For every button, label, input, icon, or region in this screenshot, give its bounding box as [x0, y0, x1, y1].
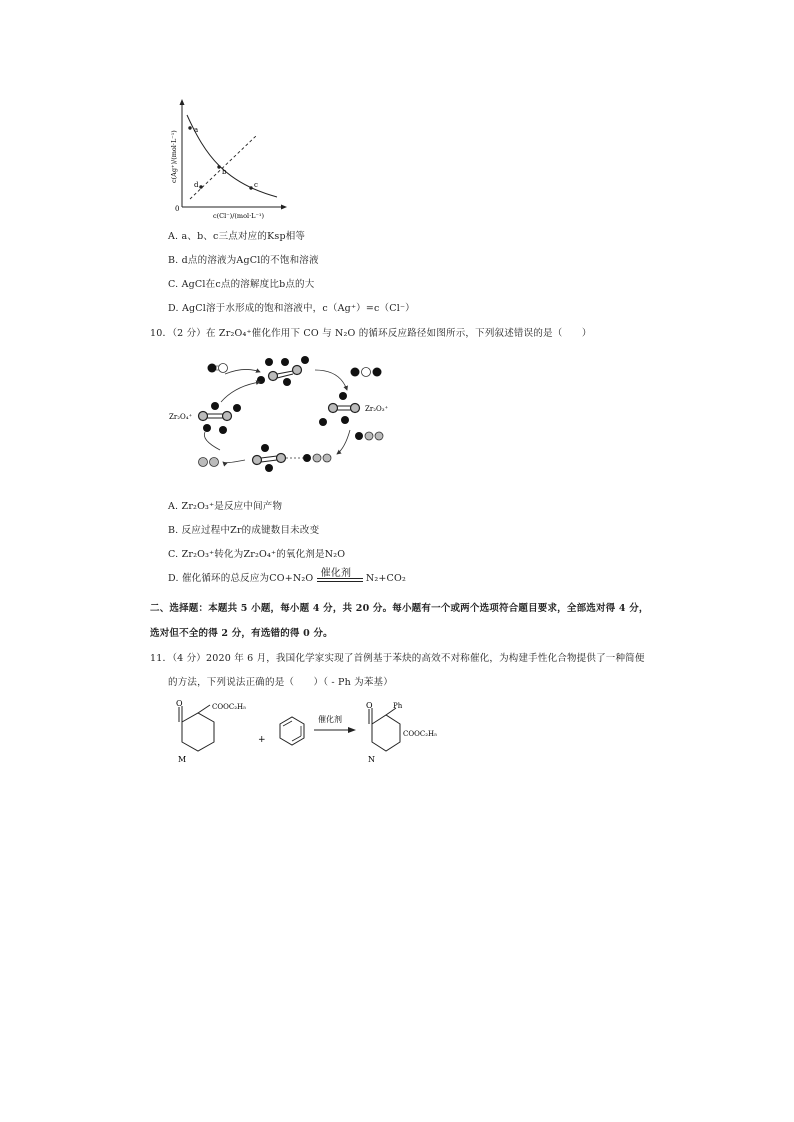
reaction-arrow: 催化剂 — [317, 574, 363, 584]
n-label: N — [368, 755, 375, 764]
catalyst-label: 催化剂 — [318, 715, 342, 724]
n-phenyl-group: Ph — [393, 702, 403, 710]
q10-option-a[interactable]: A. Zr₂O₃⁺是反应中间产物 — [168, 501, 283, 512]
m-ester-group: COOC₂H₅ — [212, 703, 246, 711]
section-2-heading-cont: 选对但不全的得 2 分，有选错的得 0 分。 — [150, 628, 333, 639]
y-axis-label: c(Ag⁺)/(mol·L⁻¹) — [170, 130, 178, 183]
origin-label: 0 — [175, 205, 180, 213]
m-ketone-oxygen: O — [176, 700, 183, 708]
section-2-heading: 二、选择题：本题共 5 小题，每小题 4 分，共 20 分。每小题有一个或两个选项符合题目要求，全部选对得 4 分， — [150, 603, 649, 614]
point-d-label: d — [194, 181, 199, 189]
q10-option-c[interactable]: C. Zr₂O₃⁺转化为Zr₂O₄⁺的氧化剂是N₂O — [168, 549, 346, 560]
point-c-label: c — [254, 181, 258, 189]
q11-stem-cont: 的方法，下列说法正确的是（ ）（ - Ph 为苯基） — [168, 677, 393, 688]
m-label: M — [178, 755, 187, 764]
q10-stem: 10．（2 分）在 Zr₂O₄⁺催化作用下 CO 与 N₂O 的循环反应路径如图所示，下列叙述错误的是（ ） — [150, 328, 592, 339]
point-a-label: a — [194, 126, 199, 134]
n-ester-group: COOC₂H₅ — [403, 730, 437, 738]
q9-option-c[interactable]: C. AgCl在c点的溶解度比b点的大 — [168, 279, 315, 290]
x-axis-label: c(Cl⁻)/(mol·L⁻¹) — [213, 212, 265, 220]
point-b-label: b — [222, 168, 227, 176]
q10-option-d[interactable]: D. 催化循环的总反应为CO+N₂O 催化剂 N₂+CO₂ — [168, 567, 406, 584]
ksp-curve-graph — [165, 95, 300, 225]
q10-option-b[interactable]: B. 反应过程中Zr的成键数目未改变 — [168, 525, 320, 536]
q11-stem: 11．（4 分）2020 年 6 月，我国化学家实现了首例基于苯炔的高效不对称催化，为构建手性化合物提供了一种简便 — [150, 653, 645, 664]
q9-option-a[interactable]: A. a、b、c三点对应的Ksp相等 — [168, 231, 306, 242]
reaction-scheme — [160, 700, 460, 770]
q9-option-b[interactable]: B. d点的溶液为AgCl的不饱和溶液 — [168, 255, 319, 266]
label-zr2o4: Zr₂O₄⁺ — [169, 413, 193, 421]
label-zr2o3: Zr₂O₃⁺ — [365, 405, 389, 413]
n-ketone-oxygen: O — [366, 701, 373, 710]
q9-option-d[interactable]: D. AgCl溶于水形成的饱和溶液中，c（Ag⁺）=c（Cl⁻） — [168, 303, 415, 314]
plus-sign: + — [258, 735, 266, 745]
catalytic-cycle-diagram — [165, 350, 405, 480]
